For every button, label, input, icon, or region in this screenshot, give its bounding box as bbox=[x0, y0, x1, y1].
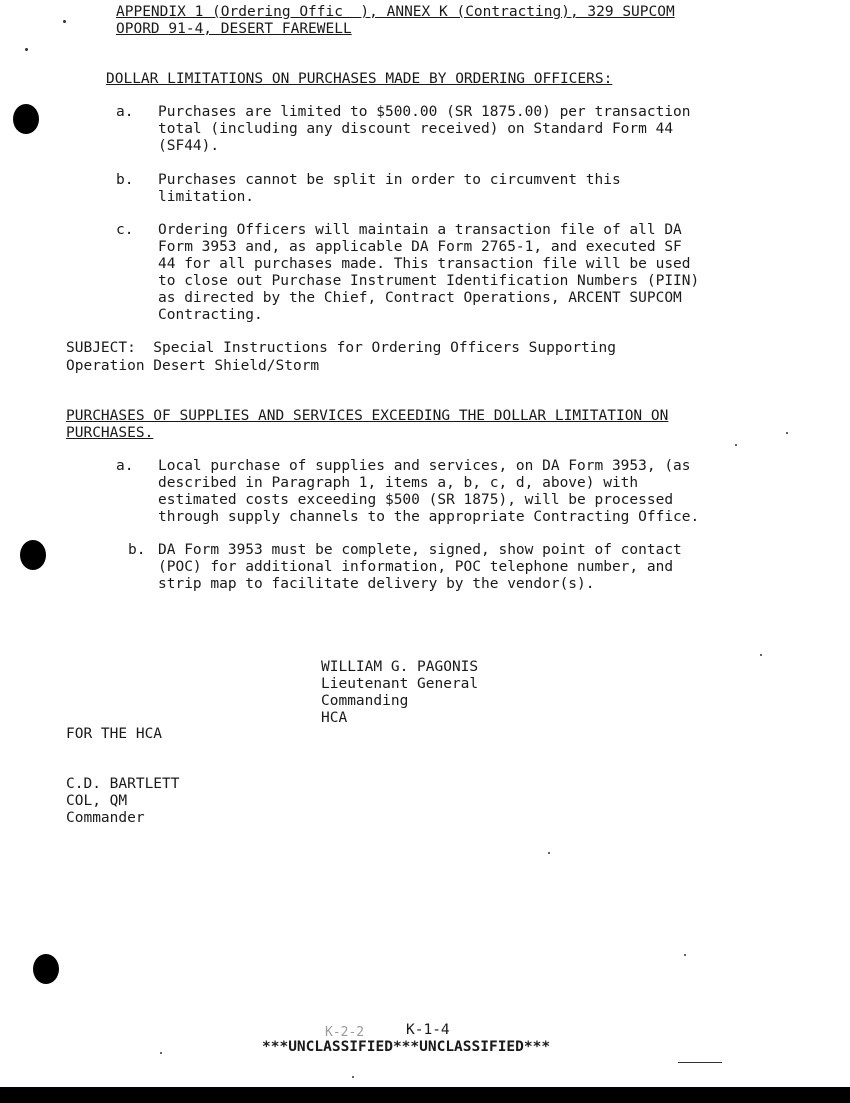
item-text: Local purchase of supplies and services, on DA Form 3953, (as described in Paragraph 1, items a, b, c, d, above) with estimated costs exceeding $500 (SR 1875), will be processed through supply channels to the appropriate Contracting Office. bbox=[158, 458, 700, 525]
signatory-org: HCA bbox=[321, 710, 348, 726]
signatory-rank: Lieutenant General bbox=[321, 676, 479, 692]
subject-line-2: Operation Desert Shield/Storm bbox=[66, 358, 320, 374]
section2-heading-line-2: PURCHASES. bbox=[66, 425, 154, 441]
for-the-hca: FOR THE HCA bbox=[66, 726, 163, 742]
scan-speck bbox=[735, 444, 737, 446]
classification-marking: ***UNCLASSIFIED***UNCLASSIFIED*** bbox=[262, 1039, 551, 1055]
item-text: Purchases are limited to $500.00 (SR 1875.00) per transaction total (including any discount received) on Standard Form 44 (SF44). bbox=[158, 104, 691, 154]
scan-speck bbox=[678, 1062, 722, 1063]
punch-hole-middle bbox=[20, 540, 46, 570]
header-line-1: APPENDIX 1 (Ordering Offic ), ANNEX K (Contracting), 329 SUPCOM bbox=[116, 4, 675, 20]
header-line-2: OPORD 91-4, DESERT FAREWELL bbox=[116, 21, 352, 37]
item-label: b. bbox=[128, 542, 146, 558]
punch-hole-top bbox=[13, 104, 39, 134]
scan-speck bbox=[63, 20, 66, 23]
item-label: a. bbox=[116, 104, 134, 120]
item-text: DA Form 3953 must be complete, signed, show point of contact (POC) for additional information, POC telephone number, and strip map to facilitate delivery by the vendor(s). bbox=[158, 542, 682, 592]
item-label: a. bbox=[116, 458, 134, 474]
signatory-name: WILLIAM G. PAGONIS bbox=[321, 659, 479, 675]
item-label: c. bbox=[116, 222, 134, 238]
scan-speck bbox=[25, 48, 28, 51]
punch-hole-bottom bbox=[33, 954, 59, 984]
section2-heading-line-1: PURCHASES OF SUPPLIES AND SERVICES EXCEEDING THE DOLLAR LIMITATION ON bbox=[66, 408, 669, 424]
subject-line-1: SUBJECT: Special Instructions for Ordering Officers Supporting bbox=[66, 340, 616, 356]
scan-speck bbox=[548, 852, 550, 854]
section1-heading: DOLLAR LIMITATIONS ON PURCHASES MADE BY ORDERING OFFICERS: bbox=[106, 71, 613, 87]
item-label: b. bbox=[116, 172, 134, 188]
scan-speck bbox=[684, 954, 686, 956]
item-text: Ordering Officers will maintain a transaction file of all DA Form 3953 and, as applicable DA Form 2765-1, and executed SF 44 for all purchases made. This transaction file will be used to close out Purchase Instrument Identification Numbers (PIIN) as directed by the Chief, Contract Operations, ARCENT SUPCOM Contracting. bbox=[158, 222, 700, 323]
scan-bottom-edge bbox=[0, 1087, 850, 1103]
second-signatory-rank: COL, QM bbox=[66, 793, 128, 809]
faint-page-ref: K-2-2 bbox=[325, 1025, 365, 1040]
scan-speck bbox=[760, 654, 762, 656]
signatory-role: Commanding bbox=[321, 693, 409, 709]
page-number: K-1-4 bbox=[406, 1022, 450, 1038]
scan-speck bbox=[786, 432, 788, 434]
second-signatory-name: C.D. BARTLETT bbox=[66, 776, 180, 792]
scan-speck bbox=[352, 1076, 354, 1078]
scan-speck bbox=[160, 1052, 162, 1054]
item-text: Purchases cannot be split in order to circumvent this limitation. bbox=[158, 172, 621, 205]
second-signatory-role: Commander bbox=[66, 810, 145, 826]
